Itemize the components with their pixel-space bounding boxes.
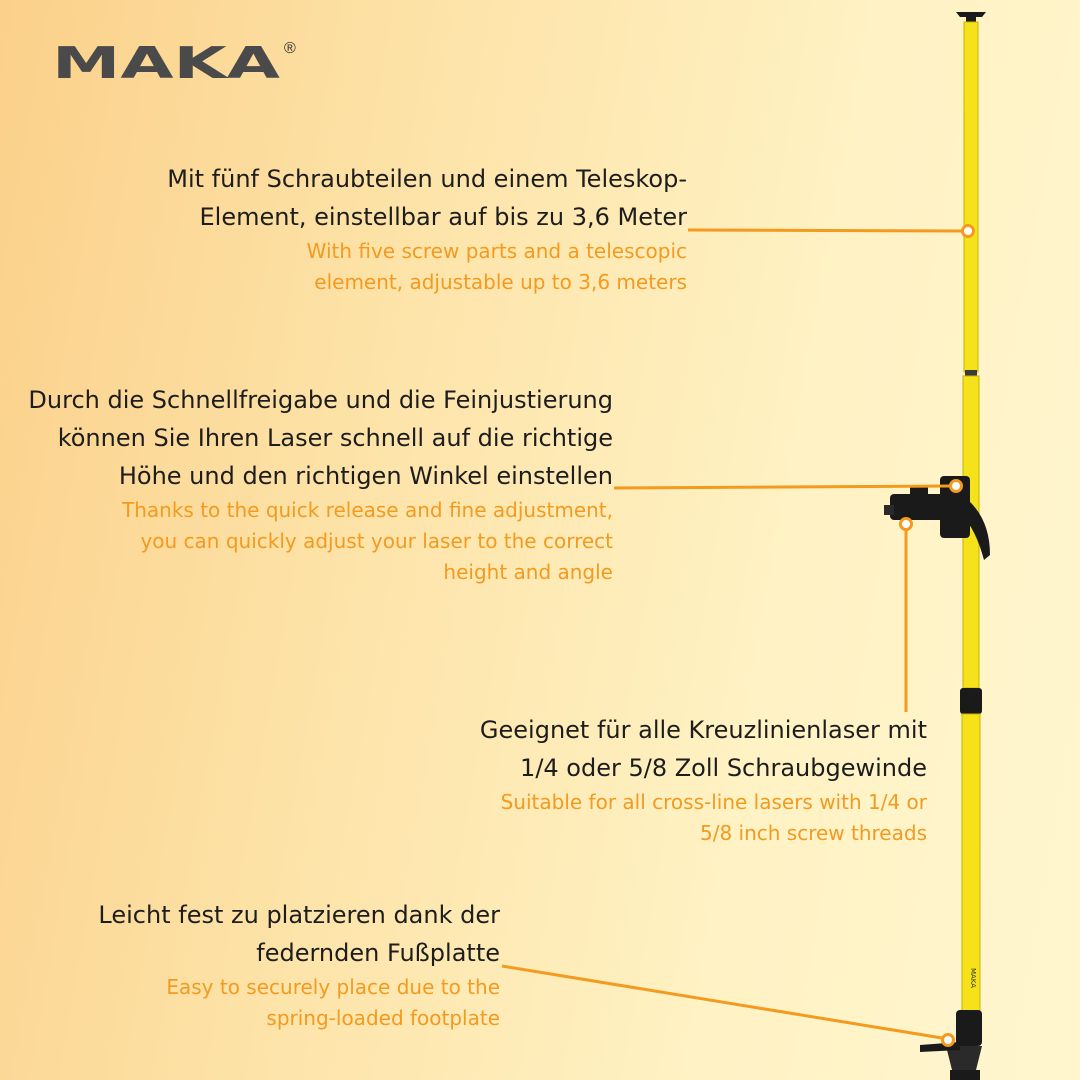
text-line: Durch die Schnellfreigabe und die Feinjustierung <box>28 386 613 414</box>
text-line: With five screw parts and a telescopic <box>306 239 687 263</box>
text-line: 1/4 oder 5/8 Zoll Schraubgewinde <box>520 754 927 782</box>
pole-label: MAKA <box>969 967 977 989</box>
text-line: you can quickly adjust your laser to the correct <box>140 529 613 553</box>
feature-telescopic-german <box>67 160 687 236</box>
callout-line-4 <box>502 966 954 1046</box>
callout-line-1 <box>688 226 974 237</box>
text-line: Mit fünf Schraubteilen und einem Teleskop- <box>167 165 687 193</box>
feature-telescopic-english <box>67 236 687 298</box>
feature-telescopic <box>67 160 687 298</box>
maka-logo <box>52 40 284 90</box>
text-line: können Sie Ihren Laser schnell auf die richtige <box>57 424 613 452</box>
text-line: Geeignet für alle Kreuzlinienlaser mit <box>479 716 927 744</box>
registered-mark: ® <box>284 40 296 57</box>
text-line: 5/8 inch screw threads <box>699 821 927 845</box>
text-line: Suitable for all cross-line lasers with 1/4 or <box>500 790 927 814</box>
callout-line-3 <box>901 519 912 713</box>
text-line: height and angle <box>443 560 613 584</box>
feature-footplate-english <box>0 972 500 1034</box>
feature-footplate-german <box>0 896 500 972</box>
callout-line-2 <box>614 481 962 492</box>
feature-quick-release-english <box>0 495 613 588</box>
text-line: federnden Fußplatte <box>256 939 500 967</box>
feature-thread-compat-english <box>367 787 927 849</box>
text-line: spring-loaded footplate <box>266 1006 500 1030</box>
text-line: Element, einstellbar auf bis zu 3,6 Meter <box>199 203 687 231</box>
text-line: element, adjustable up to 3,6 meters <box>314 270 687 294</box>
feature-thread-compat-german <box>367 711 927 787</box>
text-line: Leicht fest zu platzieren dank der <box>98 901 500 929</box>
feature-footplate <box>0 896 500 1034</box>
feature-quick-release <box>0 381 613 588</box>
feature-quick-release-german <box>0 381 613 495</box>
text-line: Thanks to the quick release and fine adjustment, <box>122 498 613 522</box>
text-line: Easy to securely place due to the <box>166 975 500 999</box>
text-line: Höhe und den richtigen Winkel einstellen <box>118 462 613 490</box>
feature-thread-compat <box>367 711 927 849</box>
logo-text: MAKA <box>52 40 280 80</box>
